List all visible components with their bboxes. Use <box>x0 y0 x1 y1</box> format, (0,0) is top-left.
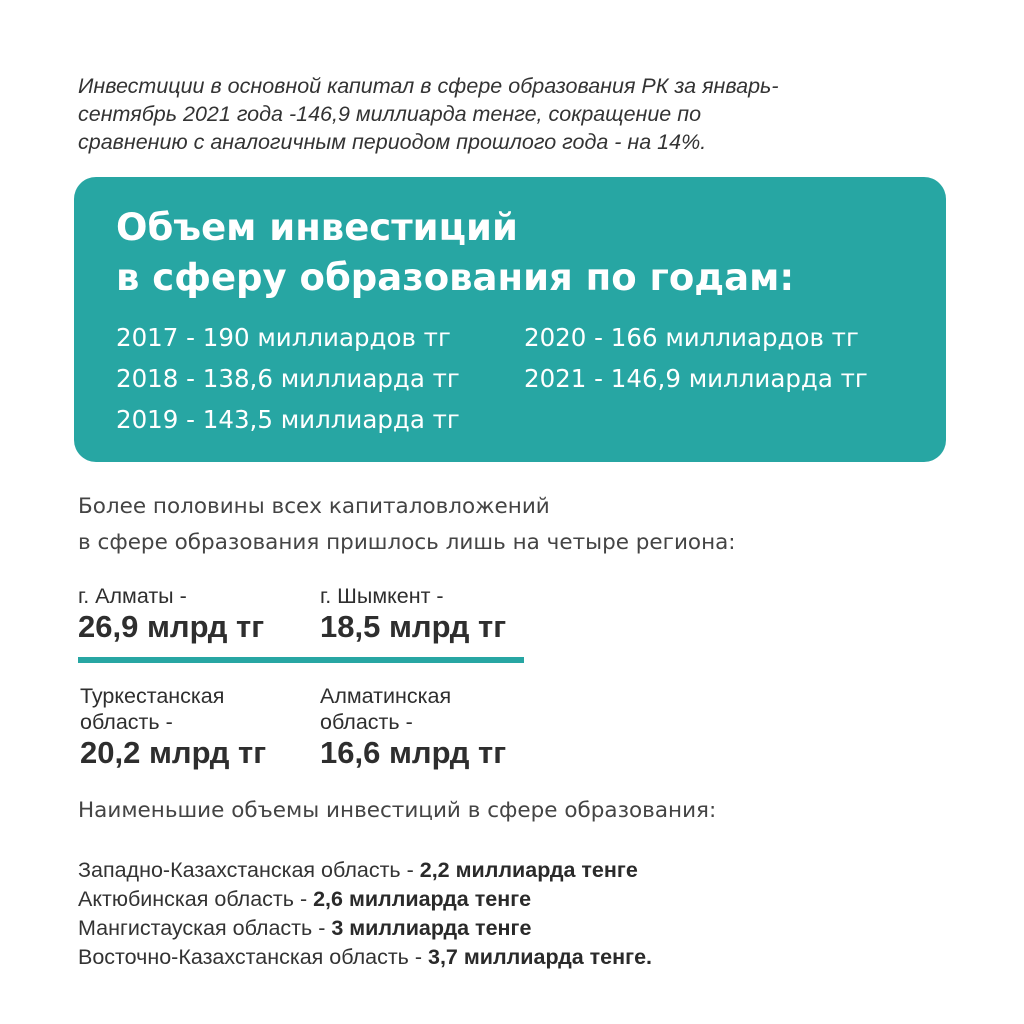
intro-line: сентябрь 2021 года -146,9 миллиарда тенге, сокращение по <box>78 102 702 126</box>
region-almaty-city <box>78 583 308 645</box>
region-name: г. Алматы - <box>78 584 187 608</box>
region-name: Мангистауская область - <box>78 916 332 940</box>
panel-title <box>116 203 794 303</box>
list-item <box>78 914 958 943</box>
region-name: Восточно-Казахстанская область - <box>78 945 428 969</box>
lowest-investment-list <box>78 856 958 972</box>
region-name: Алматинская <box>320 684 452 708</box>
intro-paragraph <box>78 72 938 156</box>
region-name: область - <box>80 710 173 734</box>
panel-title-line: в сферу образования по годам: <box>116 256 795 299</box>
year-item-2019: 2019 - 143,5 миллиарда тг <box>116 405 460 434</box>
region-name: область - <box>320 710 413 734</box>
panel-title-line: Объем инвестиций <box>116 206 518 249</box>
lowest-investment-heading: Наименьшие объемы инвестиций в сфере образования: <box>78 798 717 823</box>
year-list <box>116 323 926 448</box>
intro-line: сравнению с аналогичным периодом прошлого года - на 14%. <box>78 130 707 154</box>
region-value: 18,5 млрд тг <box>320 609 507 644</box>
list-item <box>78 943 958 972</box>
region-shymkent-city <box>320 583 550 645</box>
top-regions-intro-line: в сфере образования пришлось лишь на четыре региона: <box>78 530 736 555</box>
region-amount: 2,6 миллиарда тенге <box>313 887 532 911</box>
region-almaty-oblast <box>320 683 550 771</box>
region-name: Актюбинская область - <box>78 887 314 911</box>
top-regions-intro-line: Более половины всех капиталовложений <box>78 494 550 519</box>
year-item-2017: 2017 - 190 миллиардов тг <box>116 323 451 352</box>
region-name: Туркестанская <box>80 684 225 708</box>
list-item <box>78 885 958 914</box>
region-name: г. Шымкент - <box>320 584 444 608</box>
year-item-2020: 2020 - 166 миллиардов тг <box>524 323 859 352</box>
region-turkestan-oblast <box>80 683 310 771</box>
intro-line: Инвестиции в основной капитал в сфере образования РК за январь- <box>78 74 779 98</box>
investment-by-year-panel <box>74 177 946 462</box>
region-value: 26,9 млрд тг <box>78 609 265 644</box>
region-amount: 3,7 миллиарда тенге. <box>428 945 653 969</box>
region-amount: 2,2 миллиарда тенге <box>419 858 638 882</box>
section-divider <box>78 657 524 663</box>
region-value: 16,6 млрд тг <box>320 735 507 770</box>
year-item-2018: 2018 - 138,6 миллиарда тг <box>116 364 460 393</box>
list-item <box>78 856 958 885</box>
region-name: Западно-Казахстанская область - <box>78 858 420 882</box>
top-regions-intro <box>78 489 958 561</box>
year-item-2021: 2021 - 146,9 миллиарда тг <box>524 364 868 393</box>
region-amount: 3 миллиарда тенге <box>331 916 532 940</box>
region-value: 20,2 млрд тг <box>80 735 267 770</box>
